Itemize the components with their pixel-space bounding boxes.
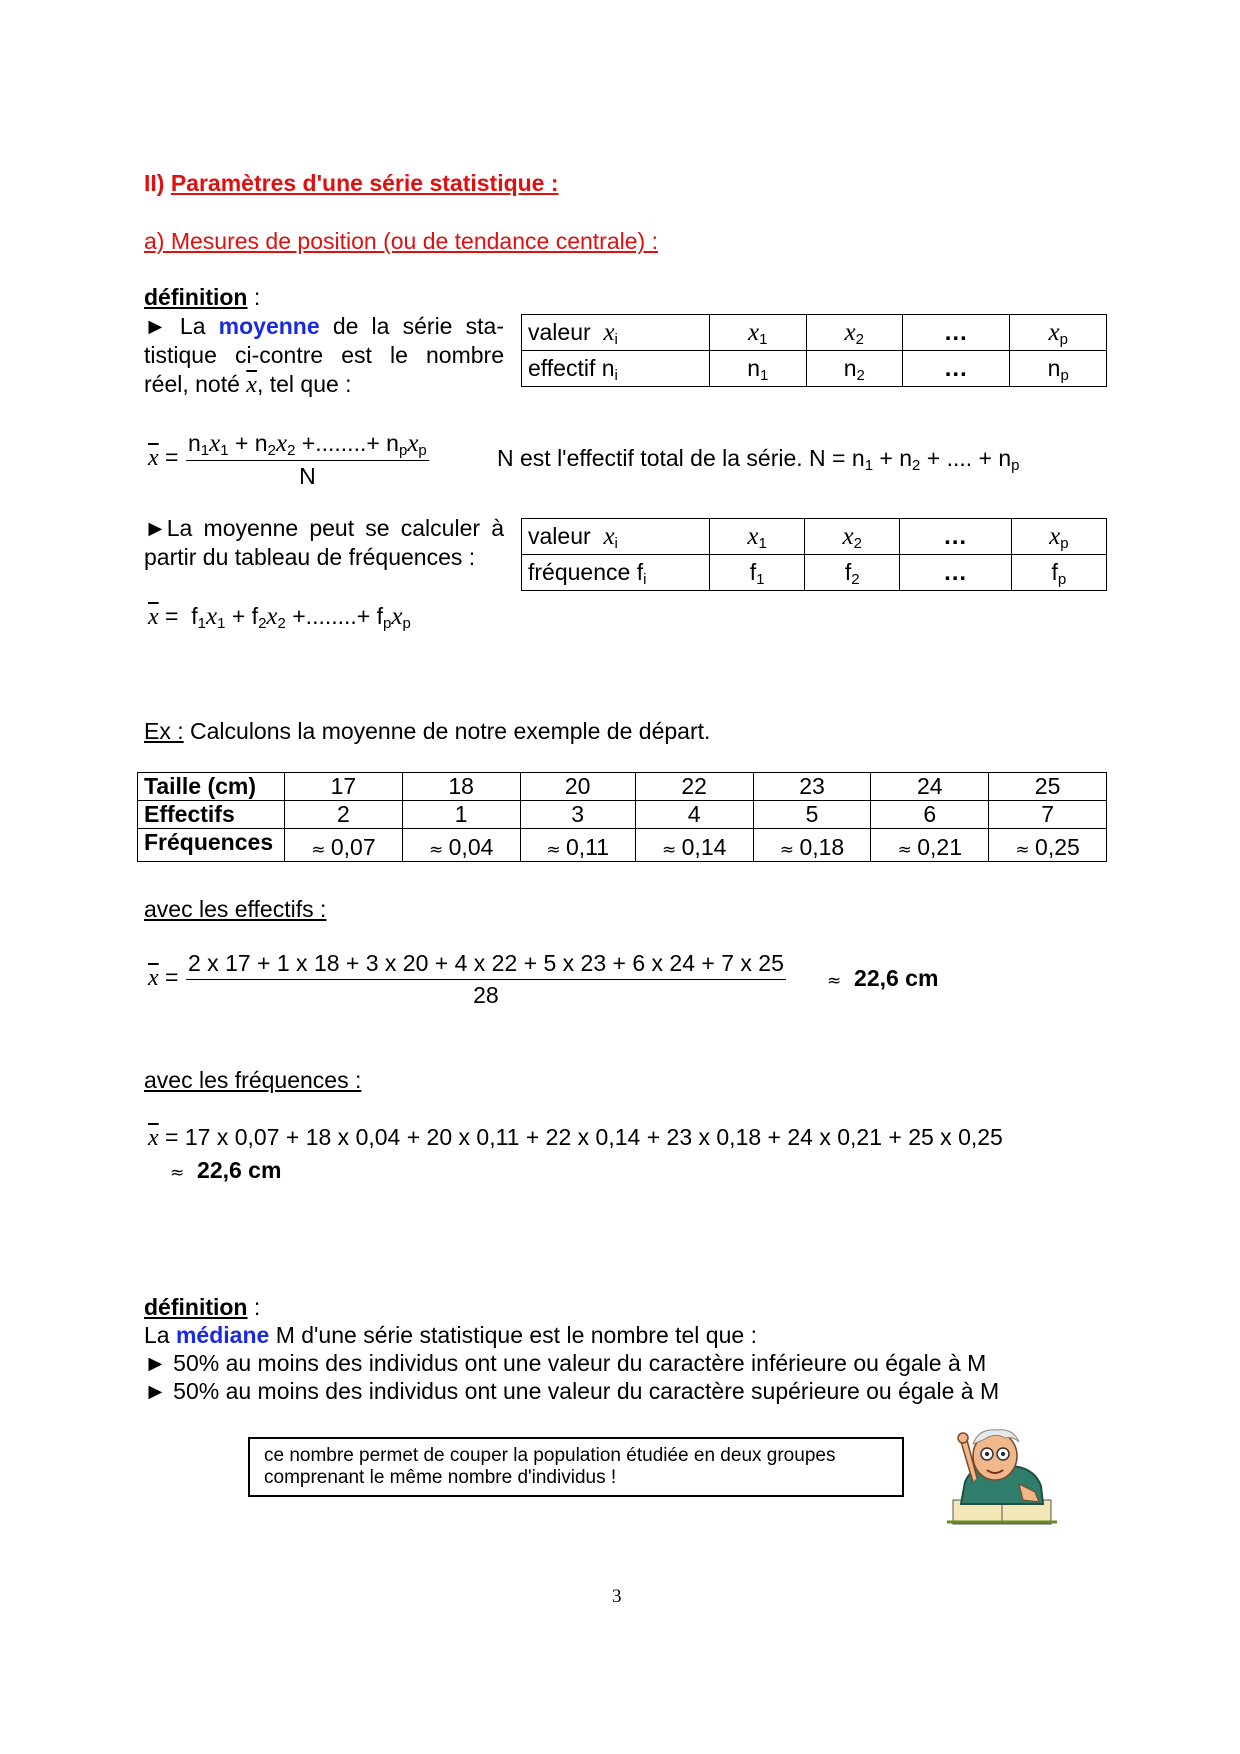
table-cell: effectif $n_i$ <box>522 351 710 387</box>
table-cell: 23 <box>753 773 871 801</box>
table-cell: $x_2$ <box>806 315 903 351</box>
table-cell <box>989 829 1107 862</box>
ellipsis: … <box>943 522 969 550</box>
table-cell: $x_1$ <box>710 519 805 555</box>
ellipsis: … <box>943 558 969 586</box>
row-header: Fréquences <box>138 829 285 862</box>
approx-symbol: ≈ <box>661 840 682 860</box>
mean-def-text: de la série sta- <box>319 313 504 339</box>
frequency-value: 0,21 <box>917 834 962 860</box>
table-cell <box>900 519 1011 555</box>
table-cell: 18 <box>402 773 520 801</box>
sub-index: 1 <box>864 457 874 474</box>
table-cell <box>285 829 403 862</box>
table-cell: 7 <box>989 801 1107 829</box>
table-cell: valeur $x_i$ <box>522 519 710 555</box>
mean-definition <box>144 312 504 400</box>
mean-symbol-2: $\overline{x}$ = <box>148 964 179 991</box>
table-cell <box>900 555 1011 591</box>
note-line-1: ce nombre permet de couper la population étudiée en deux groupes <box>264 1445 836 1466</box>
total-note-text: + n <box>873 445 913 471</box>
table-cell: $n_2$ <box>806 351 903 387</box>
example-line <box>144 718 710 745</box>
table-cell: 3 <box>520 801 635 829</box>
median-def-text: La <box>144 1322 176 1348</box>
frequences-expression-text: = 17 x 0,07 + 18 x 0,04 + 20 x 0,11 + 22 x 0,14 + 23 x 0,18 + 24 x 0,21 + 25 x 0,25 <box>165 1124 1003 1150</box>
total-note-text: + .... + n <box>920 445 1012 471</box>
approx-symbol: ≈ <box>546 840 566 860</box>
example-label: Ex : <box>144 718 184 744</box>
row-label-frequence: fréquence f <box>528 559 644 585</box>
subsection-title-text: a) Mesures de position (ou de tendance centrale) : <box>144 228 658 254</box>
section-number: II) <box>144 170 171 196</box>
mean-symbol-1: $\overline{x}$ = <box>148 444 179 471</box>
table-row <box>138 773 1107 801</box>
calc-frequences-label: avec les fréquences : <box>144 1067 362 1093</box>
table-row <box>522 519 1107 555</box>
table-cell: $f_2$ <box>805 555 900 591</box>
frequency-value: 0,25 <box>1035 834 1080 860</box>
definition-label: définition <box>144 284 248 310</box>
effectifs-fraction <box>186 950 786 1009</box>
table-row <box>522 555 1107 591</box>
section-title-text <box>144 170 559 196</box>
table-row <box>138 829 1107 862</box>
median-def-text: M d'une série statistique est le nombre tel que : <box>269 1322 757 1348</box>
mean-def-text: ► La <box>144 313 219 339</box>
professor-illustration <box>943 1422 1061 1526</box>
definition-colon: : <box>247 284 261 310</box>
page-number: 3 <box>612 1586 622 1607</box>
table-cell <box>520 829 635 862</box>
ellipsis: … <box>943 354 969 382</box>
mean-def-line3-end: , tel que : <box>256 371 352 397</box>
frequency-value: 0,04 <box>448 834 494 860</box>
approx-symbol: ≈ <box>779 840 800 860</box>
section-title <box>144 170 559 197</box>
table-cell: fréquence $f_i$ <box>522 555 710 591</box>
effectifs-numerator: 2 x 17 + 1 x 18 + 3 x 20 + 4 x 22 + 5 x 23 + 6 x 24 + 7 x 25 <box>186 950 786 980</box>
table-cell: $x_p$ <box>1011 519 1106 555</box>
table-cell: 17 <box>285 773 403 801</box>
note-box <box>248 1437 904 1497</box>
approx-symbol: ≈ <box>311 840 331 860</box>
row-header: Effectifs <box>138 801 285 829</box>
sub-index: 2 <box>912 457 921 474</box>
row-label-valeur: valeur <box>528 318 591 345</box>
table-cell: $n_1$ <box>710 351 807 387</box>
definition-label: définition <box>144 1294 248 1320</box>
frequences-result <box>170 1157 281 1184</box>
table-cell <box>903 351 1010 387</box>
frequency-mean-text <box>144 514 504 572</box>
data-table <box>137 772 1107 862</box>
effectifs-denominator: 28 <box>473 982 499 1008</box>
table-cell <box>402 829 520 862</box>
median-definition <box>144 1293 999 1405</box>
total-note-text: N est l'effectif total de la série. N = n <box>497 445 865 471</box>
table-cell: 25 <box>989 773 1107 801</box>
result-value: 22,6 cm <box>197 1157 282 1183</box>
table-cell: $f_1$ <box>710 555 805 591</box>
median-bullet-1: ► 50% au moins des individus ont une valeur du caractère inférieure ou égale à M <box>144 1350 987 1376</box>
frequency-value: 0,14 <box>681 834 727 860</box>
frequency-value: 0,18 <box>799 834 845 860</box>
ellipsis: … <box>943 318 969 346</box>
frequency-value: 0,07 <box>330 834 376 860</box>
mean-formula-denominator: N <box>299 463 316 489</box>
mean-def-line3: réel, noté <box>144 371 247 397</box>
table-row <box>522 315 1107 351</box>
frequences-expression: $\overline{x} = 17$ x 0,07 + 18 x 0,04 + 20 x 0,11 + 22 x 0,14 + 23 x 0,18 + 24 x 0,21 + 25 x 0,25 <box>148 1124 1003 1151</box>
table-cell: $x_1$ <box>710 315 807 351</box>
table-cell: 6 <box>871 801 989 829</box>
values-effectifs-table <box>521 314 1107 387</box>
total-effectif-note <box>497 445 1020 472</box>
sub-index: p <box>1011 457 1020 474</box>
table-cell: $f_p$ <box>1011 555 1106 591</box>
mean-formula-numerator: $n_1x_1 + n_2x_2$ +........+ $n_px_p$ <box>188 430 427 459</box>
table-cell: 1 <box>402 801 520 829</box>
result-value: 22,6 cm <box>854 965 939 991</box>
table-cell: 22 <box>635 773 753 801</box>
mean-def-line2: tistique ci-contre est le nombre <box>144 342 504 368</box>
table-cell <box>871 829 989 862</box>
table-cell <box>635 829 753 862</box>
definition-heading-1 <box>144 284 260 311</box>
approx-symbol: ≈ <box>170 1163 185 1183</box>
table-cell: 2 <box>285 801 403 829</box>
approx-symbol: ≈ <box>827 971 842 991</box>
freq-def-line2: partir du tableau de fréquences : <box>144 544 476 570</box>
calc-effectifs-label: avec les effectifs : <box>144 896 327 922</box>
median-term: médiane <box>175 1322 270 1348</box>
table-cell: 20 <box>520 773 635 801</box>
table-row <box>522 351 1107 387</box>
values-frequences-table <box>521 518 1107 591</box>
xi-symbol: x <box>603 318 615 346</box>
table-cell: 5 <box>753 801 871 829</box>
example-text: Calculons la moyenne de notre exemple de départ. <box>183 718 711 744</box>
approx-symbol: ≈ <box>428 840 449 860</box>
table-cell: valeur $x_i$ <box>522 315 710 351</box>
note-line-2: comprenant le même nombre d'individus ! <box>264 1467 617 1488</box>
table-cell <box>903 315 1010 351</box>
table-cell <box>753 829 871 862</box>
effectifs-result <box>827 965 938 992</box>
table-cell: 4 <box>635 801 753 829</box>
row-label-valeur: valeur <box>528 522 591 549</box>
approx-symbol: ≈ <box>897 840 918 860</box>
table-cell: 24 <box>871 773 989 801</box>
x-bar-symbol: $\overline{x}$ <box>246 372 257 398</box>
mean-frequency-formula: $\overline{x} = f_1x_1 + f_2x_2$ +........+ $f_px_p$ <box>148 603 411 632</box>
table-cell: $n_p$ <box>1010 351 1107 387</box>
median-bullet-2: ► 50% au moins des individus ont une valeur du caractère supérieure ou égale à M <box>144 1378 1000 1404</box>
section-title-label: Paramètres d'une série statistique : <box>170 170 559 196</box>
table-cell: $x_2$ <box>805 519 900 555</box>
frequency-value: 0,11 <box>565 834 610 860</box>
freq-def-line1: ►La moyenne peut se calculer à <box>144 515 504 541</box>
table-cell: $x_p$ <box>1010 315 1107 351</box>
definition-colon: : <box>247 1294 261 1320</box>
mean-term: moyenne <box>218 313 320 339</box>
subsection-title <box>144 228 658 255</box>
approx-symbol: ≈ <box>1015 840 1036 860</box>
table-row <box>138 801 1107 829</box>
row-header: Taille (cm) <box>138 773 285 801</box>
row-label-effectif: effectif n <box>528 355 615 381</box>
mean-formula-fraction <box>186 430 429 490</box>
